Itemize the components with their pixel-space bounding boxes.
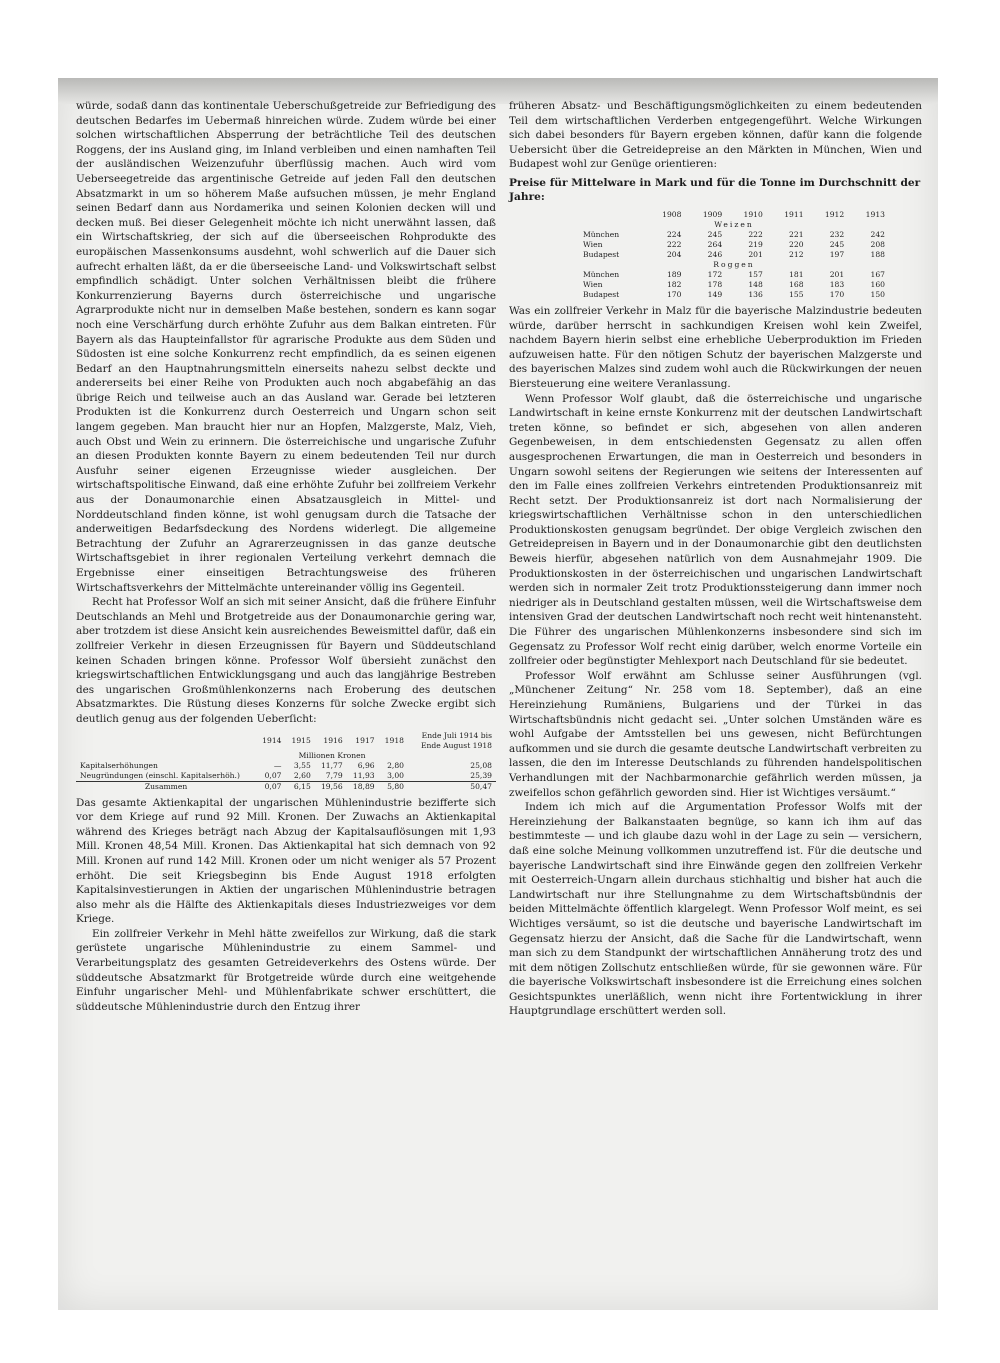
cell: 50,47 <box>408 781 496 792</box>
cell: 11,77 <box>320 760 343 770</box>
cell: 201 <box>748 249 763 259</box>
cell: 245 <box>707 229 723 239</box>
row-label: Budapest <box>583 289 620 299</box>
row-label: Wien <box>583 239 603 249</box>
row-label: Budapest <box>583 249 620 259</box>
table-row <box>76 771 496 782</box>
table-row-total <box>76 781 496 792</box>
cell: 188 <box>870 249 885 259</box>
cell: 220 <box>789 239 804 249</box>
cell: 6,15 <box>286 781 315 792</box>
cell: 3,00 <box>387 770 404 780</box>
cell: 5,80 <box>379 781 408 792</box>
year-header: 1909 <box>702 209 723 219</box>
cell: 167 <box>870 269 885 279</box>
right-paragraph-3: Wenn Professor Wolf glaubt, daß die österreichische und ungarische Landwirtschaft in keine ernste Konkurrenz mit der deutschen Landwirtschaft treten könne, so befindet er sich, abgesehen von allen anderen Gegenbeweisen, in dem entschiedensten Gegensatz zu allen offen ausgesprochenen Erwartungen, die man in Oesterreich und besonders in Ungarn sowohl seitens der Regierungen wie seitens der Interessenten auf den im Falle eines zollfreien Verkehrs eintretenden Produktionsanreiz mit Recht setzt. Der Produktionsanreiz ist dort nach Normalisierung der kriegswirtschaftlichen Verhältnisse schon in den unterschiedlichen Produktionskosten genugsam begründet. Der obige Vergleich zwischen den Getreidepreisen in Bayern und in der Donaumonarchie gibt den deutlichsten Beweis hierfür, abgesehen natürlich von dem Ausnahmejahr 1909. Die Produktionskosten in der österreichischen und ungarischen Landwirtschaft werden sich in normaler Zeit trotz Produktionssteigerung dann immer noch niedriger als in Deutschland gestalten müssen, weil die Wirtschaftsweise dem intensiven Grad der deutschen Landwirtschaft noch recht weit hintenansteht. Die Führer des ungarischen Mühlenkonzerns insbesondere sind sich im Gegensatz zu Professor Wolf recht einig darüber, welch enorme Vorteile ein zollfreier oder begünstigter Mehlexport nach Deutschland für sie bedeutet. <box>509 392 922 668</box>
cell: 189 <box>666 269 682 279</box>
cell: 224 <box>666 229 682 239</box>
mill-capital-table <box>76 731 496 792</box>
cell: 155 <box>789 289 804 299</box>
right-paragraph-5: Indem ich mich auf die Argumentation Professor Wolfs mit der Hereinziehung der Balkanstaaten begnüge, so kann ich ihm auf das bestimmteste — und ich glaube dazu wohl in der Lage zu sein — versichern, daß eine solche Meinung vollkommen unzutreffend ist. Für die deutsche und bayerische Landwirtschaft sind ihre Einwände gegen den zollfreien Verkehr mit Oesterreich-Ungarn allein durchaus stichhaltig und bisher hat auch die Landwirtschaft nur ihre Stellungnahme zu dem Wirtschaftsbündnis der beiden Mittelmächte öffentlich klargelegt. Wenn Professor Wolf meint, es sei Wichtiges versäumt, so ist die deutsche und bayerische Landwirtschaft im Gegensatz hierzu der Ansicht, daß die Sache für die Landwirtschaft, wenn man sich zu dem Standpunkt der wirtschaftlichen Annäherung trotz des und mit dem nötigen Zollschutz entschließen würde, für sie gewonnen wäre. Für die bayerische Volkswirtschaft insbesondere ist die Erreichung eines solchen Gesichtspunktes unerläßlich, wenn nicht ihre Fortentwicklung in ihrer Hauptgrundlage erschüttert werden soll. <box>509 801 922 1018</box>
left-paragraph-3: Das gesamte Aktienkapital der ungarischen Mühlenindustrie bezifferte sich vor dem Kriege auf rund 92 Mill. Kronen. Der Zuwachs an Aktienkapital während des Krieges beträgt nach Abzug der Kapitalsauflösungen mit 1,93 Mill. Kronen 48,54 Mill. Kronen. Das Aktienkapital hat sich demnach von 92 Mill. Kronen auf rund 142 Mill. Kronen oder um nicht weniger als 57 Prozent erhöht. Die seit Kriegsbeginn bis Ende August 1918 erfolgten Kapitalsinvestierungen in Aktien der ungarischen Mühlenindustrie betragen also mehr als die Hälfte des Aktienkapitals dieses Industriezweiges vor dem Kriege. <box>76 796 496 926</box>
cell: 19,56 <box>315 781 347 792</box>
table-header-cell: 1918 <box>384 735 404 745</box>
right-column <box>509 99 922 1019</box>
cell: 212 <box>789 249 804 259</box>
table-row <box>579 250 889 260</box>
right-paragraph-4: Professor Wolf erwähnt am Schlusse seiner Ausführungen (vgl. „Münchener Zeitung“ Nr. 258 vom 18. September), daß an eine Hereinziehung Rumäniens, Bulgariens und der Türkei in das Wirtschaftsbündnis nicht gedacht sei. „Unter solchen Umständen wäre es wohl Aufgabe der Amtsstellen bei uns gewesen, nicht Befürchtungen aufkommen und sie durch die gesamte deutsche Landwirtschaft verbreiten zu lassen, die den im Interesse Deutschlands zu führenden handelspolitischen Verhandlungen mit der Nachbarmonarchie gefährlich werden müssen, ja zweifellos schon gefährlich geworden sind. Hier ist Wichtiges versäumt.“ <box>509 669 922 799</box>
left-paragraph-1: würde, sodaß dann das kontinentale Ueberschußgetreide zur Befriedigung des deutschen Bedarfes im Uebermaß hinreichen würde. Zudem würde bei einer solchen wirtschaftlichen Absperrung der beträchtliche Teil des deutschen Roggens, der ins Ausland ging, im Inland verbleiben und einen namhaften Teil der ausländischen Weizenzufuhr überflüssig machen. Auch wird vom Ueberseegetreide das argentinische Getreide auf jeden Fall den deutschen Absatzmarkt in um so höherem Maße aufsuchen müssen, je mehr England seinen Bedarf dann aus Nordamerika und seinen Kolonien decken will und decken muß. Bei dieser Gelegenheit möchte ich nicht unerwähnt lassen, daß ein Wirtschaftskrieg, der sich auf die überseeischen Rohprodukte des europäischen Massenkonsums ausdehnt, wohl schwerlich auf die Dauer sich aufrecht erhalten läßt, da er die überseeische Land- und Volkswirtschaft selbst empfindlich schädigt. Unter solchen Verhältnissen bleibt die frühere Konkurrenzierung Bayerns durch österreichische und ungarische Agrarprodukte nicht nur in demselben Maße bestehen, sondern es kann sogar noch eine Verschärfung durch erhöhte Zufuhr aus dem Balkan eintreten. Für Bayern als das Haupteinfallstor für agrarische Produkte aus dem Süden und Südosten ist eine solche Konkurrenz recht empfindlich, da es seinen eigenen Bedarf an den Hauptnahrungsmitteln einerseits nahezu selbst deckte und andererseits bei einer Reihe von Produkten auch noch abgabefähig an das übrige Reich und teilweise auch an das Ausland war. Gerade bei letzteren Produkten ist die Konkurrenz durch Oesterreich und Ungarn schon seit langem gegeben. Man braucht hier nur an Hopfen, Malzgerste, Malz, Vieh, auch Obst und Wein zu erinnern. Die österreichische und ungarische Zufuhr an diesen Produkten konnte Bayern zu einem bedeutenden Teil nur durch Ausfuhr seiner eigenen Erzeugnisse wieder ausgleichen. Der wirtschaftspolitische Einwand, daß eine erhöhte Zufuhr bei zollfreiem Verkehr aus der Donaumonarchie einen Absatzausgleich in Mittel- und Norddeutschland finden könne, ist wohl genugsam durch die Tatsache der anderweitigen Bedarfsdeckung des Nordens widerlegt. Die allgemeine Betrachtung der Zufuhr an Agrarerzeugnissen in das ganze deutsche Wirtschaftsgebiet in ihrer regionalen Verteilung verkehrt demnach die Ergebnisse einer einseitigen Betrachtungsweise des früheren Wirtschaftsverkehrs der Mittelmächte untereinander völlig ins Gegenteil. <box>76 100 496 594</box>
section-label: Roggen <box>713 259 755 269</box>
cell: 201 <box>829 269 845 279</box>
cell: 204 <box>666 249 682 259</box>
row-label: Kapitalserhöhungen <box>80 760 158 770</box>
cell: 150 <box>870 289 885 299</box>
table-header-cell <box>76 731 256 751</box>
table-unit-row <box>76 751 496 761</box>
year-header: 1911 <box>784 209 804 219</box>
cell: 7,79 <box>325 770 343 780</box>
cell: 183 <box>829 279 845 289</box>
price-table-title: Preise für Mittelware in Mark und für die Tonne im Durchschnitt der Jahre: <box>509 176 921 203</box>
grain-price-table <box>579 210 889 300</box>
left-paragraph-2: Recht hat Professor Wolf an sich mit seiner Ansicht, daß die frühere Einfuhr Deutschlands an Mehl und Brotgetreide aus der Donaumonarchie gering war, aber trotzdem ist diese Ansicht kein ausreichendes Beweismittel dafür, daß ein zollfreier Verkehr in diesen Erzeugnissen für Bayern und Süddeutschland keinen Schaden bringen könne. Professor Wolf übersieht zunächst den kriegswirtschaftlichen Entwicklungsgang und auch das langjährige Bestreben des ungarischen Großmühlenkonzerns nach Eroberung des deutschen Absatzmarktes. Die Rüstung dieses Konzerns für solche Zwecke ergibt sich deutlich genug aus der folgenden Ueberſicht: <box>76 596 496 725</box>
table-header-cell: 1917 <box>355 735 375 745</box>
cell: 25,08 <box>470 760 492 770</box>
table-row <box>76 761 496 771</box>
cell: 170 <box>829 289 845 299</box>
year-header: 1908 <box>662 209 682 219</box>
table-header-cell: Ende Juli 1914 bis Ende August 1918 <box>420 730 492 750</box>
cell: 0,07 <box>256 781 285 792</box>
right-paragraph-2: Was ein zollfreier Verkehr in Malz für die bayerische Malzindustrie bedeuten würde, darüber herrscht in sachkundigen Kreisen wohl kein Zweifel, nachdem Bayern hierin selbst eine erhebliche Ueberproduktion im Frieden aufzuweisen hatte. Für den nötigen Schutz der bayerischen Malzgerste und des bayerischen Malzes sind zudem wohl auch die Rückwirkungen der neuen Biersteuerung eine weitere Veranlassung. <box>509 304 922 390</box>
table-row <box>579 240 889 250</box>
right-paragraph-1: früheren Absatz- und Beschäftigungsmöglichkeiten zu einem bedeutenden Teil dem wirtschaftlichen Verderben entgegengeführt. Welche Wirkungen sich dabei besonders für Bayern ergeben können, dafür kann die folgende Uebersicht über die Getreidepreise an den Märkten in München, Wien und Budapest wohl zur Genüge orientieren: <box>509 100 922 171</box>
left-column <box>76 99 496 1014</box>
cell: 178 <box>707 279 723 289</box>
table-header-row <box>579 210 889 220</box>
cell: 11,93 <box>352 770 375 780</box>
row-label: Neugründungen (einschl. Kapitalserhöh.) <box>80 770 240 780</box>
cell: 168 <box>789 279 804 289</box>
cell: 219 <box>748 239 763 249</box>
year-header: 1910 <box>743 209 763 219</box>
cell: 170 <box>666 289 682 299</box>
row-label: Zusammen <box>76 781 256 792</box>
table-header-row <box>76 731 496 751</box>
cell: 221 <box>789 229 804 239</box>
section-label: Weizen <box>714 219 754 229</box>
table-header-cell: 1916 <box>323 735 343 745</box>
row-label: Wien <box>583 279 603 289</box>
table-header-cell: 1915 <box>291 735 311 745</box>
cell: 197 <box>829 249 845 259</box>
cell: — <box>273 760 282 770</box>
section-row <box>579 220 889 230</box>
cell: 2,80 <box>387 760 404 770</box>
cell: 182 <box>666 279 682 289</box>
cell: 6,96 <box>357 760 375 770</box>
cell: 242 <box>870 229 885 239</box>
cell: 232 <box>829 229 845 239</box>
cell: 148 <box>748 279 763 289</box>
cell: 245 <box>829 239 845 249</box>
cell: 157 <box>748 269 763 279</box>
cell: 136 <box>748 289 763 299</box>
cell: 149 <box>707 289 723 299</box>
cell: 18,89 <box>347 781 379 792</box>
row-label: München <box>583 269 620 279</box>
table-row <box>579 230 889 240</box>
cell: 181 <box>789 269 804 279</box>
left-paragraph-4: Ein zollfreier Verkehr in Mehl hätte zweifellos zur Wirkung, daß die stark gerüstete ungarische Mühlenindustrie zu einem Sammel- und Verarbeitungsplatz des gesamten Getreideverkehrs des Ostens würde. Der süddeutsche Absatzmarkt für Brotgetreide würde durch eine weitgehende Einfuhr ungarischer Mehl- und Mühlenfabrikate schwer erschüttert, die süddeutsche Mühlenindustrie durch den Entzug ihrer <box>76 927 496 1013</box>
cell: 246 <box>707 249 723 259</box>
section-row <box>579 260 889 270</box>
year-header: 1912 <box>824 209 845 219</box>
table-row <box>579 290 889 300</box>
year-header: 1913 <box>865 209 885 219</box>
cell: 208 <box>870 239 885 249</box>
cell: 222 <box>666 239 682 249</box>
table-row <box>579 270 889 280</box>
table-header-cell: 1914 <box>262 735 282 745</box>
cell: 25,39 <box>470 770 492 780</box>
row-label: München <box>583 229 620 239</box>
cell: 222 <box>748 229 763 239</box>
cell: 0,07 <box>264 770 282 780</box>
cell: 2,60 <box>293 770 311 780</box>
cell: 160 <box>870 279 885 289</box>
cell: 172 <box>707 269 723 279</box>
cell: 3,55 <box>293 760 311 770</box>
table-row <box>579 280 889 290</box>
cell: 264 <box>707 239 723 249</box>
table-unit-label: Millionen Kronen <box>298 750 366 760</box>
